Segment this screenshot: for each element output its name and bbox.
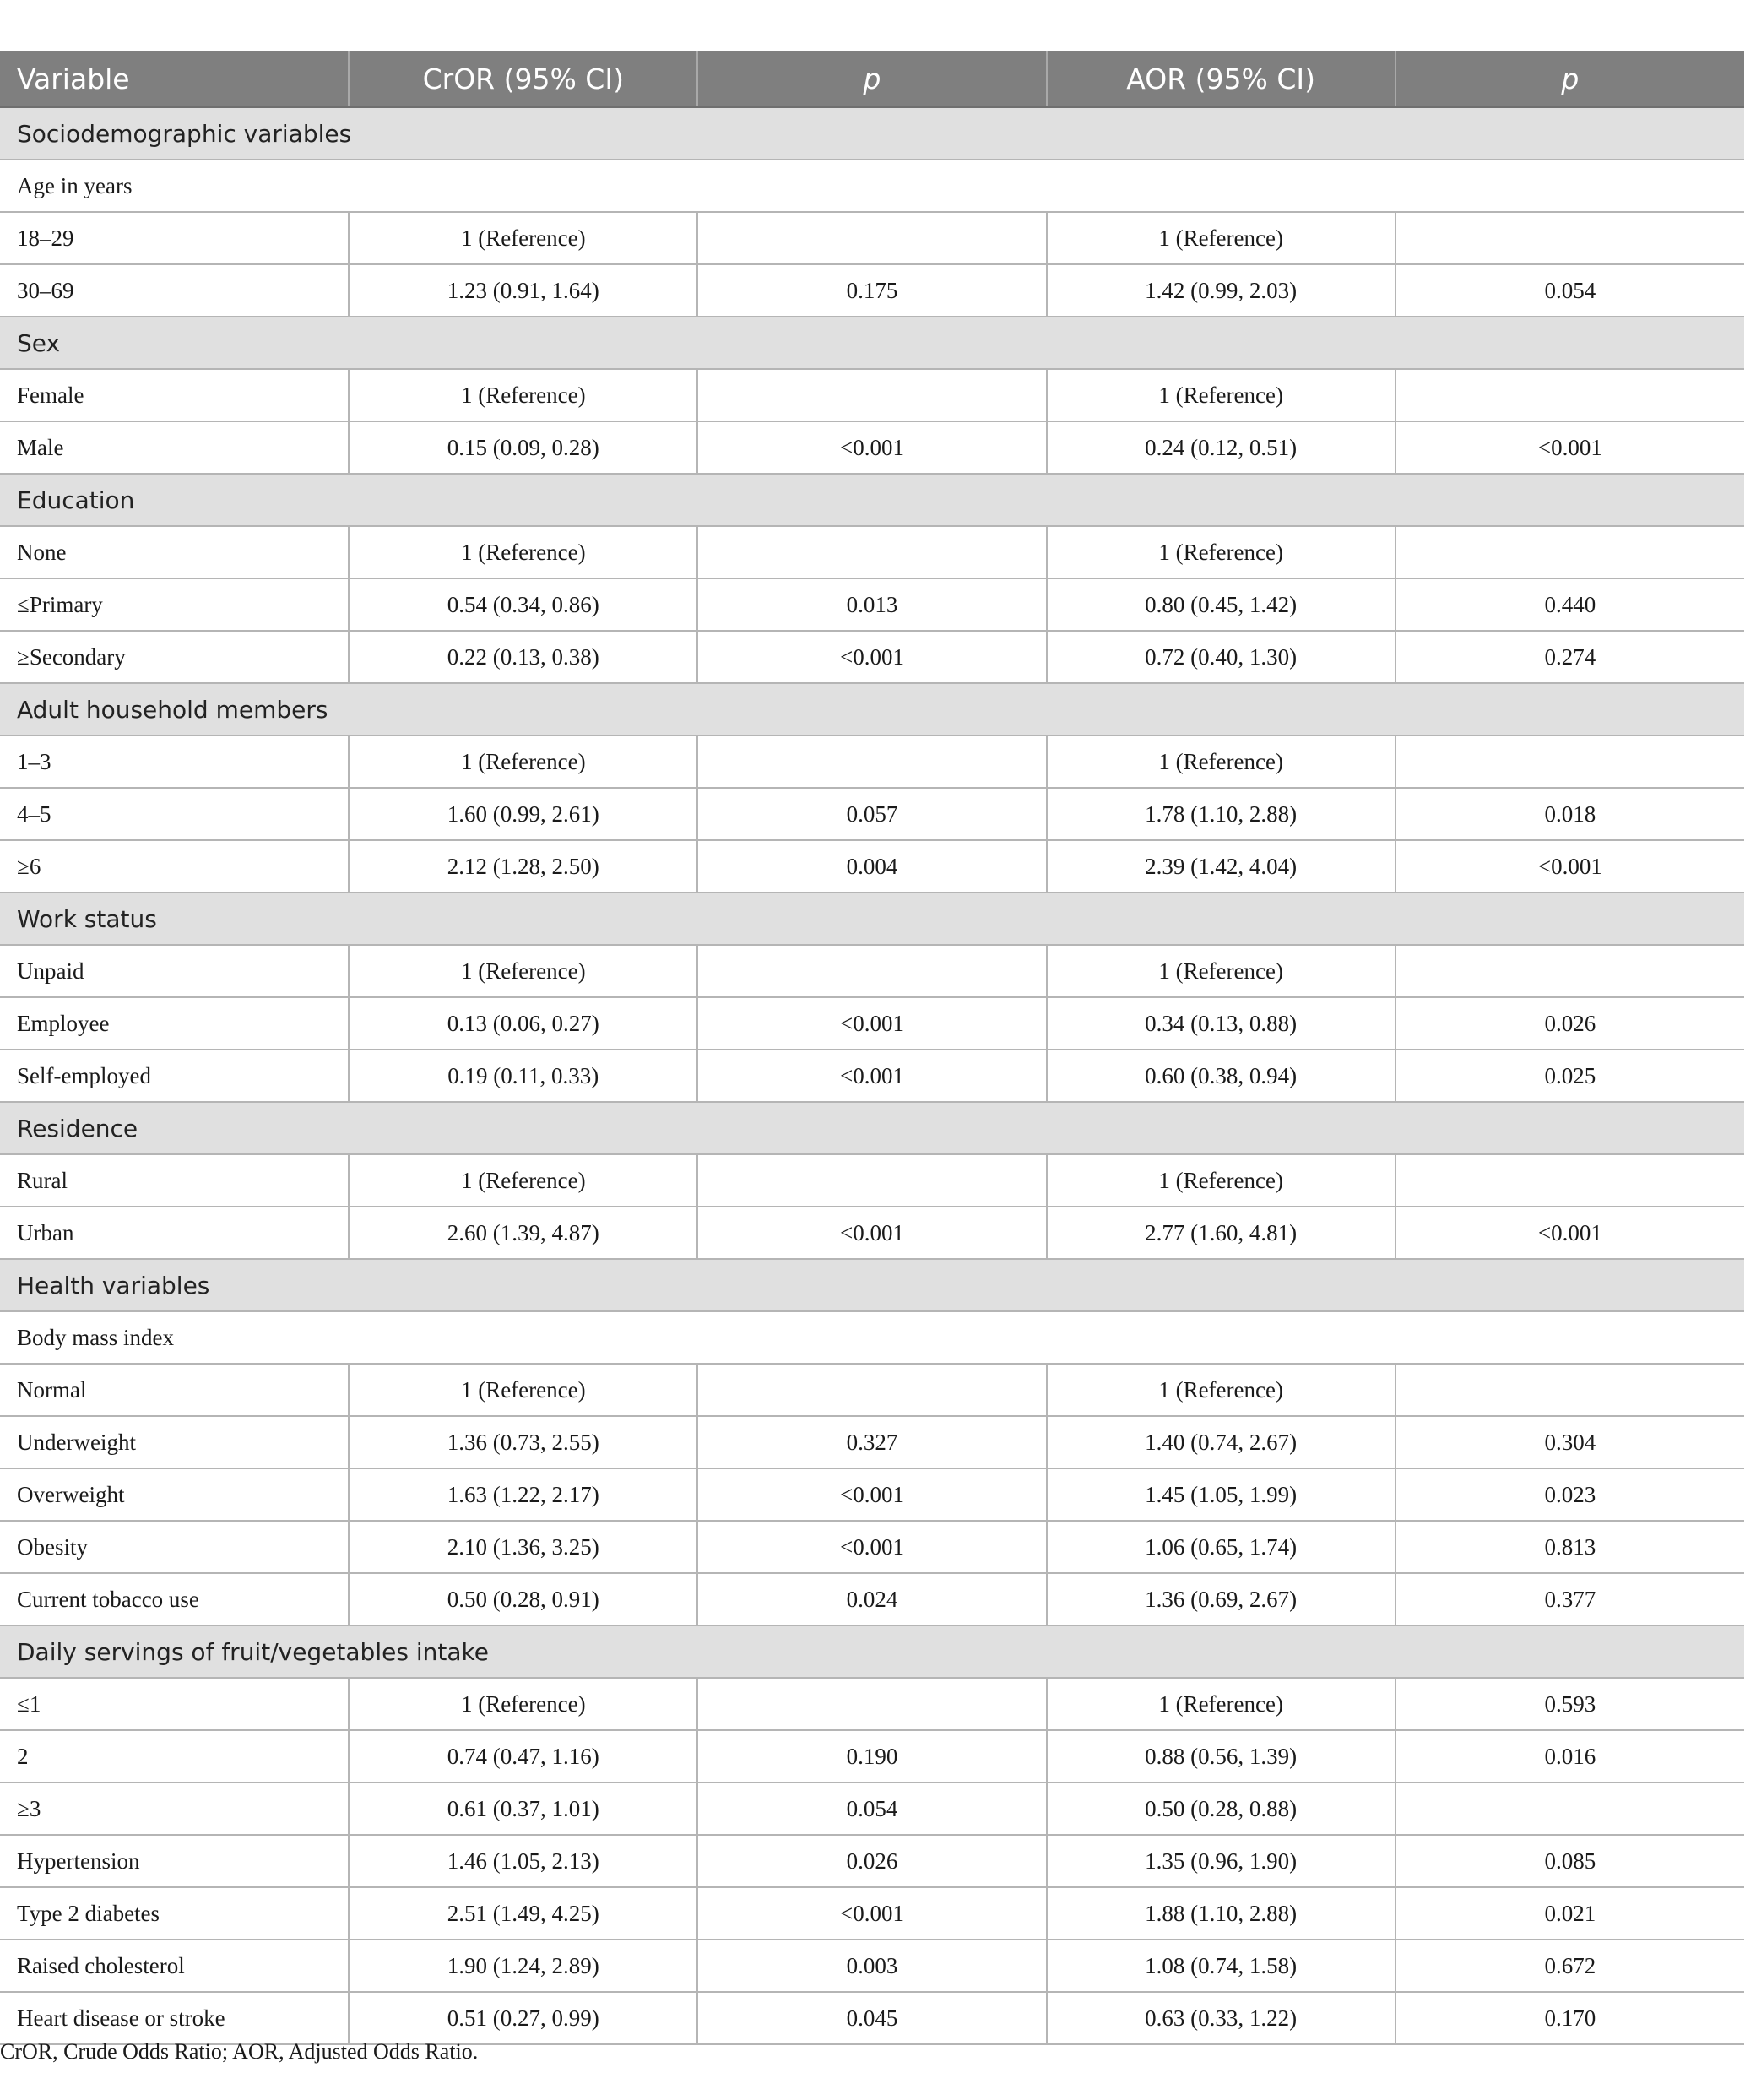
aor-cell: 1.36 (0.69, 2.67) [1047,1573,1395,1625]
table-row [0,212,1744,264]
table-row [0,1468,1744,1521]
p-crude-cell [697,212,1046,264]
cror-cell: 0.13 (0.06, 0.27) [349,997,697,1050]
variable-cell: ≥3 [0,1783,349,1835]
section-label: Health variables [0,1259,1744,1311]
p-crude-cell: 0.024 [697,1573,1046,1625]
p-adjusted-cell: 0.018 [1395,788,1744,840]
p-crude-cell [697,735,1046,788]
section-label: Residence [0,1102,1744,1154]
cror-cell: 0.51 (0.27, 0.99) [349,1992,697,2044]
cror-cell: 1.36 (0.73, 2.55) [349,1416,697,1468]
odds-ratio-table [0,51,1744,2045]
cror-cell: 1 (Reference) [349,945,697,997]
variable-cell: Normal [0,1364,349,1416]
table-row [0,1521,1744,1573]
p-adjusted-cell: <0.001 [1395,421,1744,474]
cror-cell: 1.23 (0.91, 1.64) [349,264,697,317]
table-row [0,1940,1744,1992]
aor-cell: 2.39 (1.42, 4.04) [1047,840,1395,893]
p-crude-cell: <0.001 [697,1207,1046,1259]
variable-cell: Overweight [0,1468,349,1521]
cror-cell: 0.74 (0.47, 1.16) [349,1730,697,1783]
aor-cell: 0.63 (0.33, 1.22) [1047,1992,1395,2044]
variable-cell: 2 [0,1730,349,1783]
p-adjusted-cell [1395,1783,1744,1835]
cror-cell: 2.51 (1.49, 4.25) [349,1887,697,1940]
table-body [0,107,1744,2044]
p-adjusted-cell [1395,735,1744,788]
variable-cell: Heart disease or stroke [0,1992,349,2044]
cror-cell: 1 (Reference) [349,735,697,788]
subgroup-row [0,160,1744,212]
variable-cell: 1–3 [0,735,349,788]
table-row [0,369,1744,421]
aor-cell: 1 (Reference) [1047,212,1395,264]
aor-cell: 1 (Reference) [1047,1154,1395,1207]
variable-cell: Urban [0,1207,349,1259]
cror-cell: 1.90 (1.24, 2.89) [349,1940,697,1992]
p-adjusted-cell: 0.304 [1395,1416,1744,1468]
variable-cell: Hypertension [0,1835,349,1887]
table-row [0,1887,1744,1940]
table-row [0,1364,1744,1416]
table-row [0,1050,1744,1102]
cror-cell: 0.54 (0.34, 0.86) [349,578,697,631]
aor-cell: 1.88 (1.10, 2.88) [1047,1887,1395,1940]
p-crude-cell: 0.175 [697,264,1046,317]
cror-cell: 0.15 (0.09, 0.28) [349,421,697,474]
p-adjusted-cell [1395,369,1744,421]
p-adjusted-cell [1395,1154,1744,1207]
p-adjusted-cell: 0.170 [1395,1992,1744,2044]
p-crude-cell: <0.001 [697,1521,1046,1573]
table-row [0,1573,1744,1625]
table-header [0,51,1744,107]
p-adjusted-cell [1395,526,1744,578]
p-crude-cell: 0.190 [697,1730,1046,1783]
aor-cell: 1 (Reference) [1047,735,1395,788]
aor-cell: 0.80 (0.45, 1.42) [1047,578,1395,631]
cror-cell: 2.10 (1.36, 3.25) [349,1521,697,1573]
aor-cell: 1 (Reference) [1047,1678,1395,1730]
p-crude-cell [697,1364,1046,1416]
cror-cell: 1 (Reference) [349,1154,697,1207]
table-row [0,526,1744,578]
table-row [0,264,1744,317]
table-footnote: CrOR, Crude Odds Ratio; AOR, Adjusted Odds Ratio. [0,2039,479,2064]
p-crude-cell: <0.001 [697,1050,1046,1102]
table-row [0,1154,1744,1207]
table-row [0,421,1744,474]
p-adjusted-cell: <0.001 [1395,1207,1744,1259]
cror-cell: 2.12 (1.28, 2.50) [349,840,697,893]
p-crude-cell [697,526,1046,578]
section-header-row [0,1102,1744,1154]
table-row [0,840,1744,893]
header-p-adjusted: p [1395,51,1744,107]
aor-cell: 1 (Reference) [1047,369,1395,421]
p-crude-cell: <0.001 [697,421,1046,474]
aor-cell: 1 (Reference) [1047,945,1395,997]
section-label: Daily servings of fruit/vegetables intake [0,1625,1744,1678]
section-header-row [0,317,1744,369]
variable-cell: Rural [0,1154,349,1207]
p-adjusted-cell: 0.440 [1395,578,1744,631]
variable-cell: Type 2 diabetes [0,1887,349,1940]
subgroup-label: Age in years [0,160,1744,212]
table-row [0,945,1744,997]
p-crude-cell: <0.001 [697,1468,1046,1521]
p-adjusted-cell: 0.021 [1395,1887,1744,1940]
cror-cell: 0.22 (0.13, 0.38) [349,631,697,683]
header-aor: AOR (95% CI) [1047,51,1395,107]
table-row [0,735,1744,788]
variable-cell: Male [0,421,349,474]
subgroup-label: Body mass index [0,1311,1744,1364]
cror-cell: 1 (Reference) [349,1364,697,1416]
table-row [0,997,1744,1050]
aor-cell: 1 (Reference) [1047,1364,1395,1416]
cror-cell: 1 (Reference) [349,1678,697,1730]
section-header-row [0,107,1744,160]
table-row [0,631,1744,683]
cror-cell: 0.61 (0.37, 1.01) [349,1783,697,1835]
cror-cell: 1 (Reference) [349,212,697,264]
p-crude-cell: 0.013 [697,578,1046,631]
p-adjusted-cell: 0.023 [1395,1468,1744,1521]
p-adjusted-cell: 0.672 [1395,1940,1744,1992]
variable-cell: 30–69 [0,264,349,317]
section-label: Sociodemographic variables [0,107,1744,160]
cror-cell: 2.60 (1.39, 4.87) [349,1207,697,1259]
p-crude-cell: 0.004 [697,840,1046,893]
aor-cell: 0.88 (0.56, 1.39) [1047,1730,1395,1783]
variable-cell: Female [0,369,349,421]
subgroup-row [0,1311,1744,1364]
p-crude-cell [697,945,1046,997]
aor-cell: 1.45 (1.05, 1.99) [1047,1468,1395,1521]
table-row [0,1783,1744,1835]
table-row [0,1678,1744,1730]
section-label: Adult household members [0,683,1744,735]
aor-cell: 1.08 (0.74, 1.58) [1047,1940,1395,1992]
p-adjusted-cell [1395,1364,1744,1416]
cror-cell: 1.63 (1.22, 2.17) [349,1468,697,1521]
p-crude-cell: <0.001 [697,631,1046,683]
cror-cell: 1.46 (1.05, 2.13) [349,1835,697,1887]
variable-cell: Raised cholesterol [0,1940,349,1992]
section-header-row [0,474,1744,526]
p-crude-cell: <0.001 [697,1887,1046,1940]
p-adjusted-cell: 0.016 [1395,1730,1744,1783]
odds-ratio-table-container [0,51,1744,2045]
aor-cell: 2.77 (1.60, 4.81) [1047,1207,1395,1259]
aor-cell: 1.35 (0.96, 1.90) [1047,1835,1395,1887]
variable-cell: ≥Secondary [0,631,349,683]
p-crude-cell: 0.003 [697,1940,1046,1992]
variable-cell: Underweight [0,1416,349,1468]
p-crude-cell [697,1154,1046,1207]
p-adjusted-cell: 0.377 [1395,1573,1744,1625]
aor-cell: 0.72 (0.40, 1.30) [1047,631,1395,683]
cror-cell: 1.60 (0.99, 2.61) [349,788,697,840]
p-crude-cell: 0.057 [697,788,1046,840]
table-row [0,1835,1744,1887]
aor-cell: 1 (Reference) [1047,526,1395,578]
aor-cell: 1.06 (0.65, 1.74) [1047,1521,1395,1573]
section-label: Work status [0,893,1744,945]
p-adjusted-cell: 0.025 [1395,1050,1744,1102]
p-crude-cell [697,369,1046,421]
p-crude-cell: 0.327 [697,1416,1046,1468]
table-row [0,578,1744,631]
cror-cell: 1 (Reference) [349,369,697,421]
cror-cell: 1 (Reference) [349,526,697,578]
p-crude-cell: <0.001 [697,997,1046,1050]
table-row [0,1730,1744,1783]
variable-cell: Employee [0,997,349,1050]
variable-cell: Obesity [0,1521,349,1573]
p-adjusted-cell: <0.001 [1395,840,1744,893]
section-header-row [0,1625,1744,1678]
p-crude-cell [697,1678,1046,1730]
header-variable: Variable [0,51,349,107]
p-adjusted-cell: 0.813 [1395,1521,1744,1573]
variable-cell: None [0,526,349,578]
variable-cell: 18–29 [0,212,349,264]
header-cror: CrOR (95% CI) [349,51,697,107]
p-adjusted-cell: 0.026 [1395,997,1744,1050]
p-crude-cell: 0.054 [697,1783,1046,1835]
section-header-row [0,1259,1744,1311]
p-adjusted-cell: 0.085 [1395,1835,1744,1887]
aor-cell: 0.60 (0.38, 0.94) [1047,1050,1395,1102]
p-crude-cell: 0.045 [697,1992,1046,2044]
aor-cell: 0.24 (0.12, 0.51) [1047,421,1395,474]
variable-cell: Current tobacco use [0,1573,349,1625]
p-adjusted-cell [1395,212,1744,264]
cror-cell: 0.19 (0.11, 0.33) [349,1050,697,1102]
variable-cell: ≥6 [0,840,349,893]
section-label: Sex [0,317,1744,369]
p-adjusted-cell: 0.054 [1395,264,1744,317]
variable-cell: ≤1 [0,1678,349,1730]
aor-cell: 1.42 (0.99, 2.03) [1047,264,1395,317]
p-adjusted-cell: 0.274 [1395,631,1744,683]
aor-cell: 1.78 (1.10, 2.88) [1047,788,1395,840]
p-adjusted-cell [1395,945,1744,997]
table-row [0,1992,1744,2044]
aor-cell: 1.40 (0.74, 2.67) [1047,1416,1395,1468]
p-adjusted-cell: 0.593 [1395,1678,1744,1730]
variable-cell: Self-employed [0,1050,349,1102]
cror-cell: 0.50 (0.28, 0.91) [349,1573,697,1625]
variable-cell: 4–5 [0,788,349,840]
table-row [0,1416,1744,1468]
aor-cell: 0.34 (0.13, 0.88) [1047,997,1395,1050]
aor-cell: 0.50 (0.28, 0.88) [1047,1783,1395,1835]
variable-cell: ≤Primary [0,578,349,631]
header-p-crude: p [697,51,1046,107]
section-header-row [0,893,1744,945]
variable-cell: Unpaid [0,945,349,997]
section-label: Education [0,474,1744,526]
table-row [0,788,1744,840]
section-header-row [0,683,1744,735]
table-row [0,1207,1744,1259]
header-row [0,51,1744,107]
p-crude-cell: 0.026 [697,1835,1046,1887]
